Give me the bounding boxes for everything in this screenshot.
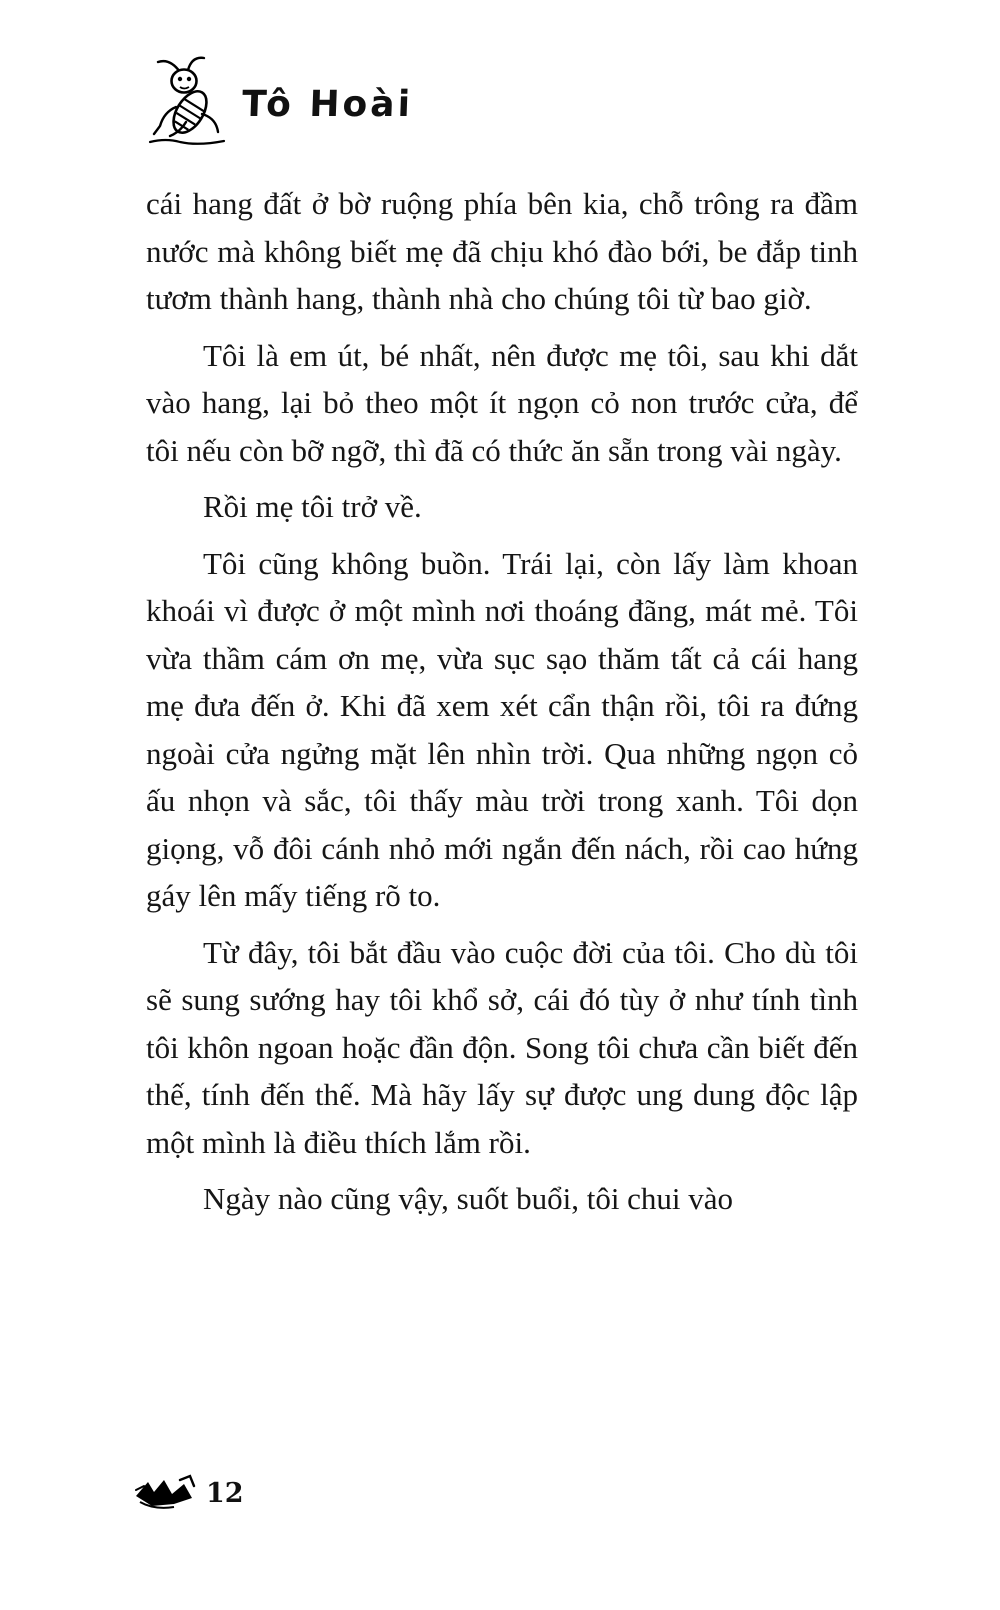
body-paragraph: Từ đây, tôi bắt đầu vào cuộc đời của tôi. Cho dù tôi sẽ sung sướng hay tôi khổ sở, cái đó tùy ở như tính tình tôi khôn ngoan hoặc đần độn. Song tôi chưa cần biết đến thế, tính đến thế. Mà hãy lấy sự được ung dung độc lập một mình là điều thích lắm rồi. [146, 934, 858, 1160]
page-number: 12 [206, 1477, 244, 1509]
body-text [146, 180, 858, 1232]
body-paragraph: Ngày nào cũng vậy, suốt buổi, tôi chui vào [203, 1181, 734, 1216]
body-paragraph: Tôi là em út, bé nhất, nên được mẹ tôi, sau khi dắt vào hang, lại bỏ theo một ít ngọn cỏ non trước cửa, để tôi nếu còn bỡ ngỡ, thì đã có thức ăn sẵn trong vài ngày. [146, 337, 858, 468]
body-paragraph: Rồi mẹ tôi trở về. [203, 489, 422, 524]
author-name: Tô Hoài [241, 83, 414, 125]
page-footer [134, 1472, 244, 1514]
body-paragraph: cái hang đất ở bờ ruộng phía bên kia, chỗ trông ra đầm nước mà không biết mẹ đã chịu khó đào bới, be đắp tinh tươm thành hang, thành nhà cho chúng tôi từ bao giờ. [146, 186, 858, 316]
cricket-icon [146, 52, 228, 148]
footer-ornament-icon [134, 1472, 200, 1514]
body-paragraph: Tôi cũng không buồn. Trái lại, còn lấy làm khoan khoái vì được ở một mình nơi thoáng đãng, mát mẻ. Tôi vừa thầm cám ơn mẹ, vừa sục sạo thăm tất cả cái hang mẹ đưa đến ở. Khi đã xem xét cẩn thận rồi, tôi ra đứng ngoài cửa ngửng mặt lên nhìn trời. Qua những ngọn cỏ ấu nhọn và sắc, tôi thấy màu trời trong xanh. Tôi dọn giọng, vỗ đôi cánh nhỏ mới ngắn đến nách, rồi cao hứng gáy lên mấy tiếng rõ to. [146, 545, 858, 913]
page-header [146, 52, 413, 148]
